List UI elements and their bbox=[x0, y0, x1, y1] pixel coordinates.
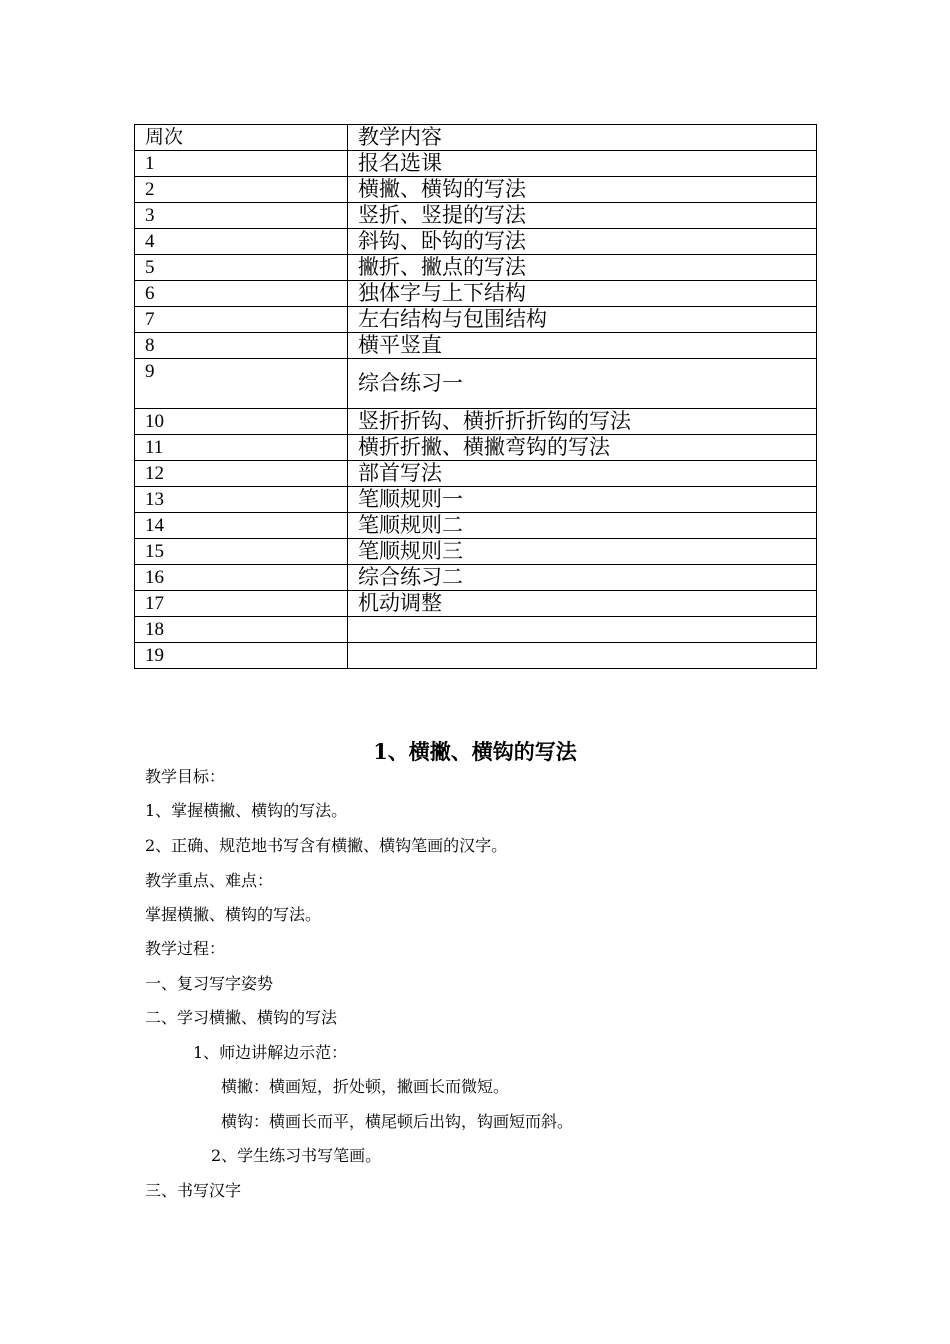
content-cell: 综合练习一 bbox=[348, 359, 817, 409]
table-row bbox=[135, 151, 817, 177]
content-cell: 横撇、横钩的写法 bbox=[348, 177, 817, 203]
content-cell: 撇折、撇点的写法 bbox=[348, 255, 817, 281]
step-3: 三、书写汉字 bbox=[145, 1181, 242, 1200]
stroke-henggou: 横钩：横画长而平，横尾顿后出钩，钩画短而斜。 bbox=[221, 1112, 574, 1131]
table-row bbox=[135, 203, 817, 229]
content-cell: 左右结构与包围结构 bbox=[348, 307, 817, 333]
week-cell: 16 bbox=[135, 565, 348, 591]
week-cell: 8 bbox=[135, 333, 348, 359]
header-content: 教学内容 bbox=[348, 125, 817, 151]
content-cell: 独体字与上下结构 bbox=[348, 281, 817, 307]
step-2: 二、学习横撇、横钩的写法 bbox=[145, 1008, 338, 1027]
content-cell: 部首写法 bbox=[348, 461, 817, 487]
content-cell bbox=[348, 643, 817, 669]
table-row bbox=[135, 307, 817, 333]
week-cell: 17 bbox=[135, 591, 348, 617]
content-cell: 斜钩、卧钩的写法 bbox=[348, 229, 817, 255]
lesson-title: 1、横撇、横钩的写法 bbox=[373, 739, 577, 764]
content-cell: 综合练习二 bbox=[348, 565, 817, 591]
table-row bbox=[135, 643, 817, 669]
table-row bbox=[135, 177, 817, 203]
week-cell: 14 bbox=[135, 513, 348, 539]
objectives-heading: 教学目标： bbox=[145, 767, 226, 786]
week-cell: 1 bbox=[135, 151, 348, 177]
week-cell: 12 bbox=[135, 461, 348, 487]
step-2-sub-1: 1、师边讲解边示范： bbox=[193, 1043, 348, 1062]
table-row bbox=[135, 513, 817, 539]
table-row bbox=[135, 591, 817, 617]
content-cell bbox=[348, 617, 817, 643]
header-week: 周次 bbox=[135, 125, 348, 151]
stroke-hengpie: 横撇：横画短，折处顿，撇画长而微短。 bbox=[221, 1077, 510, 1096]
table-row bbox=[135, 281, 817, 307]
focus-text: 掌握横撇、横钩的写法。 bbox=[145, 905, 322, 924]
table-row bbox=[135, 255, 817, 281]
process-heading: 教学过程： bbox=[145, 939, 226, 958]
table-row bbox=[135, 565, 817, 591]
table-row bbox=[135, 617, 817, 643]
content-cell: 笔顺规则三 bbox=[348, 539, 817, 565]
content-cell: 机动调整 bbox=[348, 591, 817, 617]
content-cell: 横平竖直 bbox=[348, 333, 817, 359]
table-row bbox=[135, 539, 817, 565]
week-cell: 7 bbox=[135, 307, 348, 333]
content-cell: 竖折、竖提的写法 bbox=[348, 203, 817, 229]
table-row bbox=[135, 333, 817, 359]
week-cell: 6 bbox=[135, 281, 348, 307]
focus-heading: 教学重点、难点： bbox=[145, 871, 274, 890]
week-cell: 15 bbox=[135, 539, 348, 565]
content-cell: 报名选课 bbox=[348, 151, 817, 177]
table-row bbox=[135, 435, 817, 461]
step-1: 一、复习写字姿势 bbox=[145, 974, 274, 993]
week-cell: 4 bbox=[135, 229, 348, 255]
objective-1: 1、掌握横撇、横钩的写法。 bbox=[145, 801, 348, 820]
week-cell: 13 bbox=[135, 487, 348, 513]
week-cell: 10 bbox=[135, 409, 348, 435]
table-row bbox=[135, 461, 817, 487]
week-cell: 19 bbox=[135, 643, 348, 669]
table-row bbox=[135, 409, 817, 435]
content-cell: 笔顺规则二 bbox=[348, 513, 817, 539]
week-cell: 3 bbox=[135, 203, 348, 229]
week-cell: 18 bbox=[135, 617, 348, 643]
table-row bbox=[135, 359, 817, 409]
week-cell: 2 bbox=[135, 177, 348, 203]
schedule-table bbox=[134, 124, 817, 669]
content-cell: 竖折折钩、横折折折钩的写法 bbox=[348, 409, 817, 435]
table-row bbox=[135, 487, 817, 513]
schedule-table-body bbox=[135, 125, 817, 669]
week-cell: 5 bbox=[135, 255, 348, 281]
table-row bbox=[135, 229, 817, 255]
content-cell: 横折折撇、横撇弯钩的写法 bbox=[348, 435, 817, 461]
table-header-row bbox=[135, 125, 817, 151]
step-2-sub-2: 2、学生练习书写笔画。 bbox=[211, 1146, 382, 1165]
content-cell: 笔顺规则一 bbox=[348, 487, 817, 513]
objective-2: 2、正确、规范地书写含有横撇、横钩笔画的汉字。 bbox=[145, 836, 508, 855]
week-cell: 11 bbox=[135, 435, 348, 461]
week-cell: 9 bbox=[135, 359, 348, 409]
